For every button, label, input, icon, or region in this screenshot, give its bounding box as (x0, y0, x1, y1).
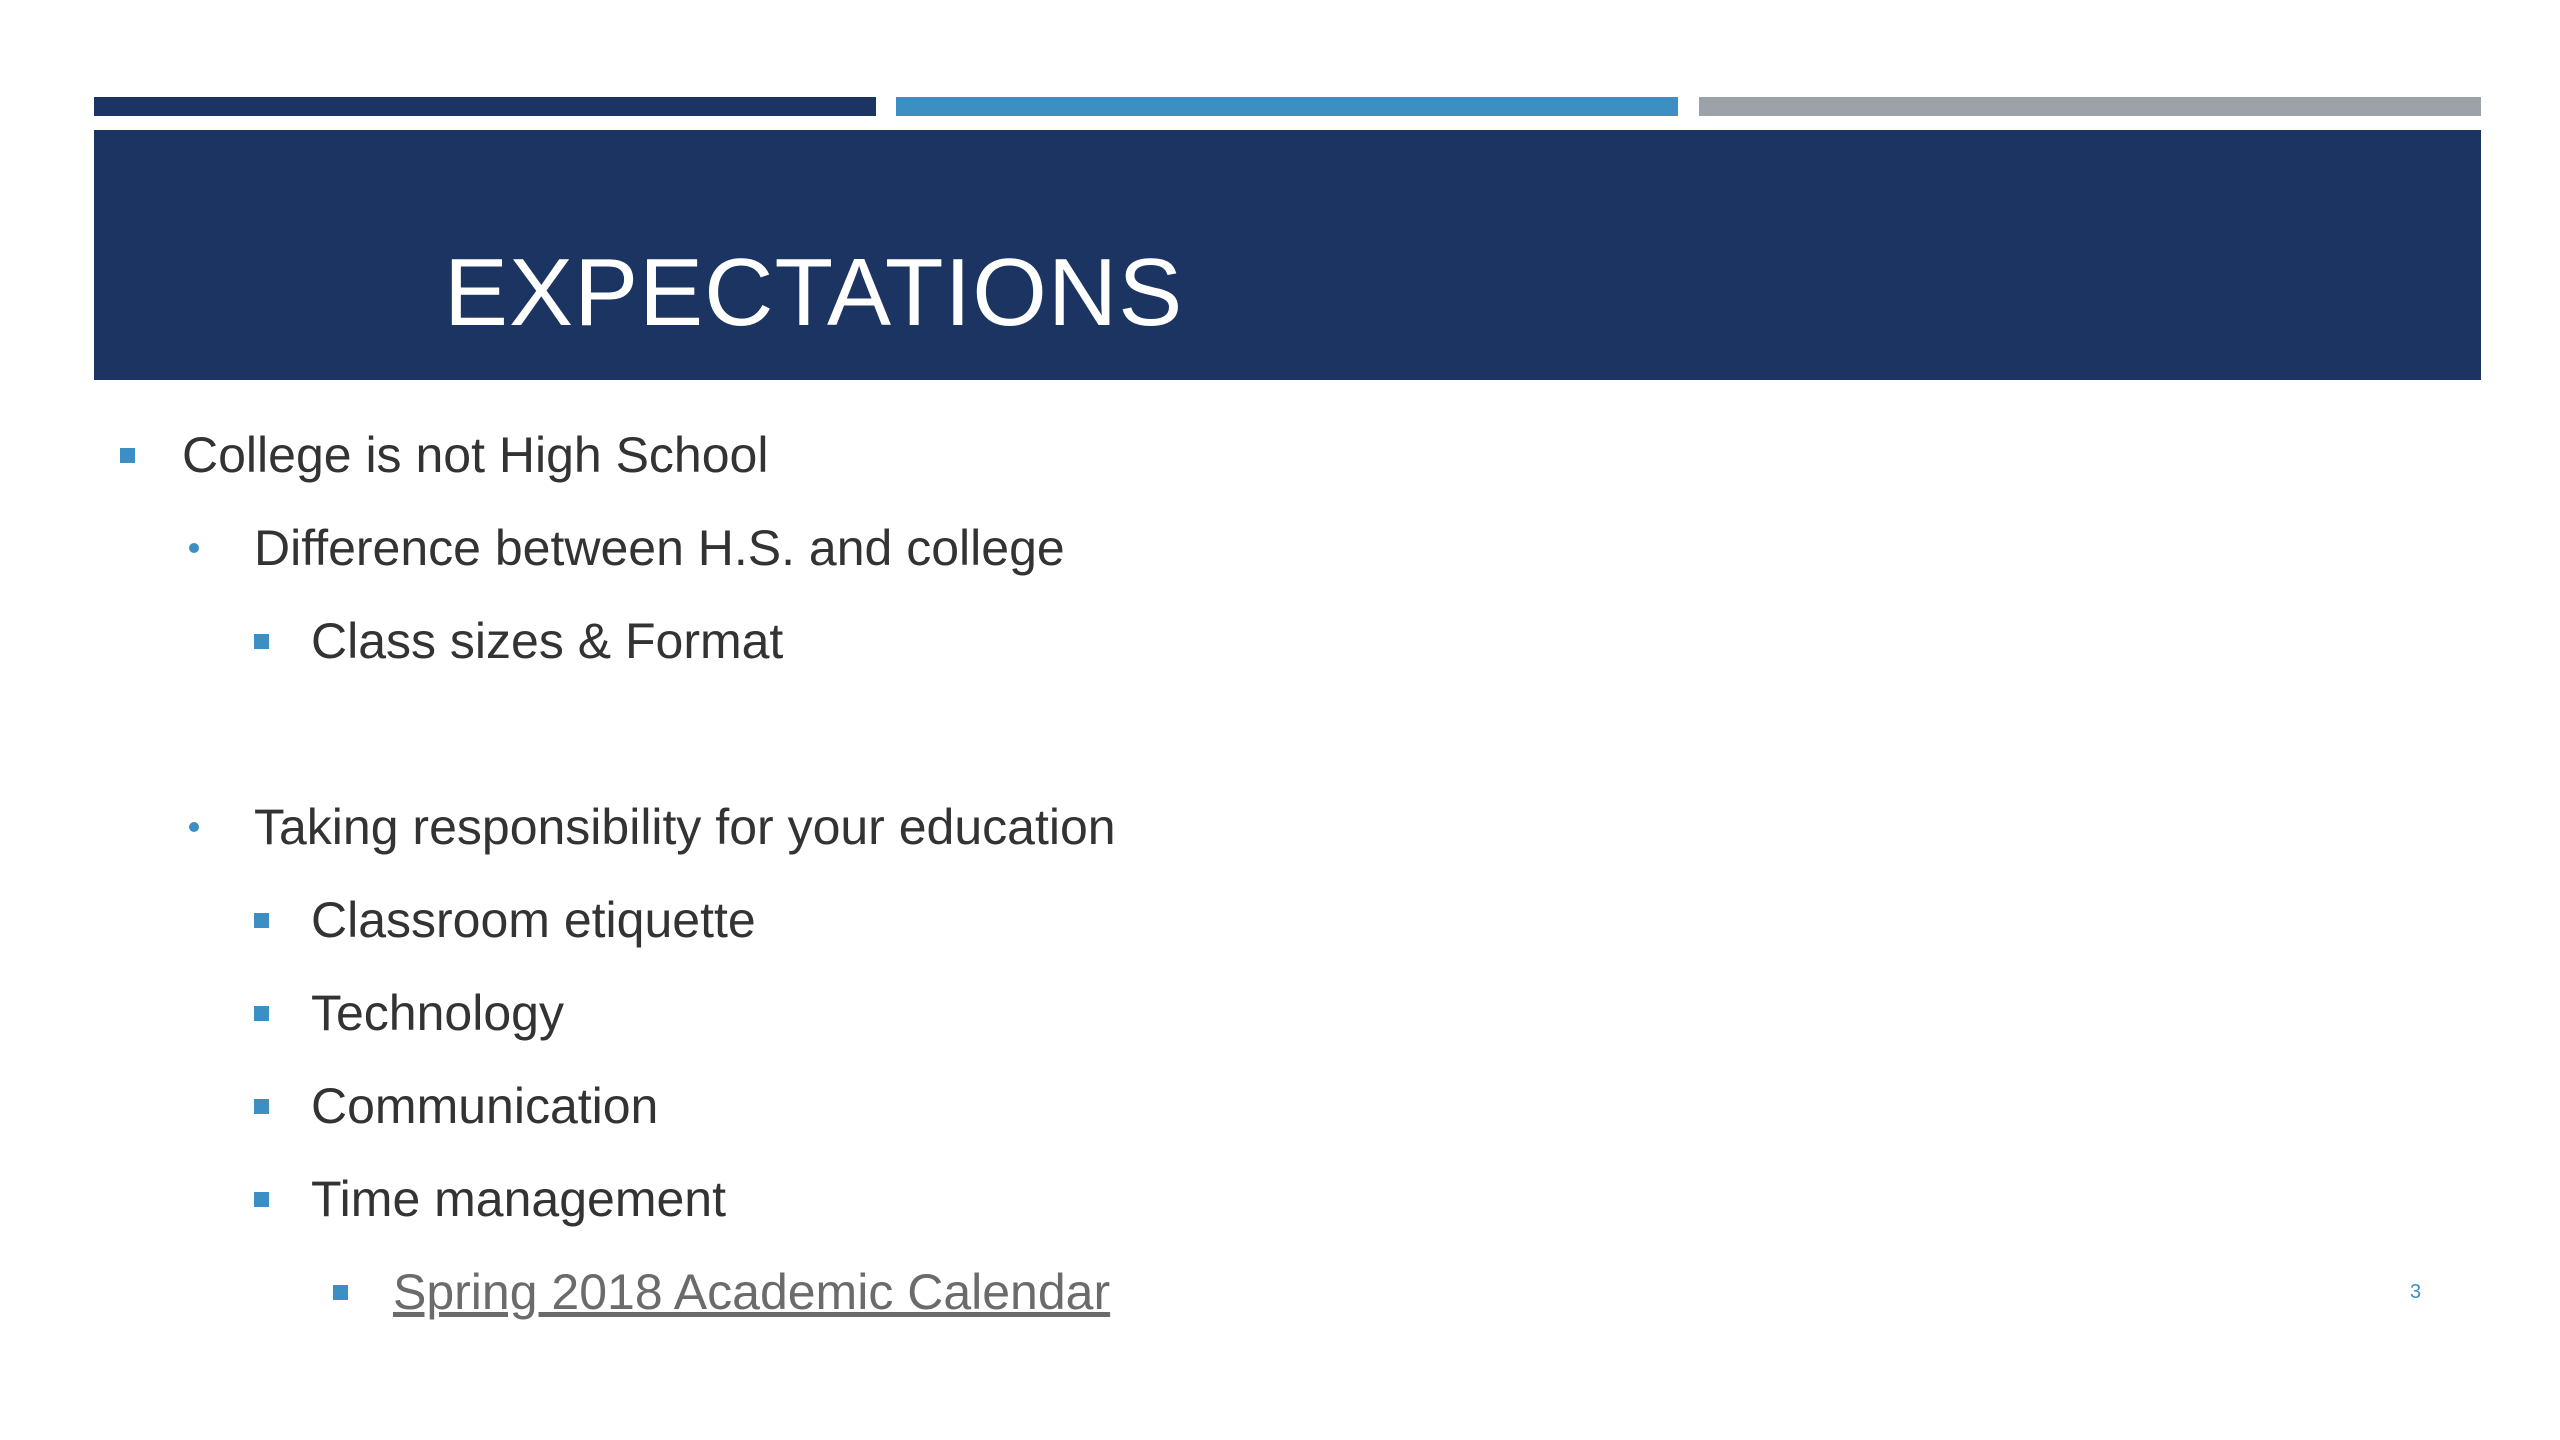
bullet-item (254, 1076, 658, 1136)
bullet-item (189, 797, 1116, 857)
bullet-item (189, 518, 1065, 578)
bullet-text: College is not High School (182, 427, 769, 483)
square-bullet-icon (333, 1285, 348, 1300)
bullet-text: Communication (311, 1078, 659, 1134)
square-bullet-icon (254, 634, 269, 649)
square-bullet-icon (254, 913, 269, 928)
page-number: 3 (2410, 1281, 2422, 1303)
bullet-text: Taking responsibility for your education (254, 799, 1116, 855)
dot-bullet-icon (189, 543, 199, 553)
academic-calendar-link[interactable]: Spring 2018 Academic Calendar (393, 1264, 1111, 1320)
accent-bar-gray (1699, 97, 2481, 116)
bullet-item (120, 425, 768, 485)
square-bullet-icon (254, 1099, 269, 1114)
bullet-item (254, 983, 564, 1043)
square-bullet-icon (120, 448, 135, 463)
square-bullet-icon (254, 1006, 269, 1021)
dot-bullet-icon (189, 822, 199, 832)
square-bullet-icon (254, 1192, 269, 1207)
accent-bar-blue (896, 97, 1678, 116)
bullet-text: Time management (311, 1171, 726, 1227)
bullet-text: Difference between H.S. and college (254, 520, 1065, 576)
slide-title: EXPECTATIONS (444, 239, 1184, 346)
bullet-item (254, 1169, 726, 1229)
bullet-item (333, 1262, 1110, 1322)
bullet-item (254, 611, 783, 671)
bullet-text: Technology (311, 985, 564, 1041)
title-band (94, 130, 2481, 380)
accent-bar-navy (94, 97, 876, 116)
bullet-text: Classroom etiquette (311, 892, 756, 948)
bullet-item (254, 890, 756, 950)
bullet-text: Class sizes & Format (311, 613, 784, 669)
